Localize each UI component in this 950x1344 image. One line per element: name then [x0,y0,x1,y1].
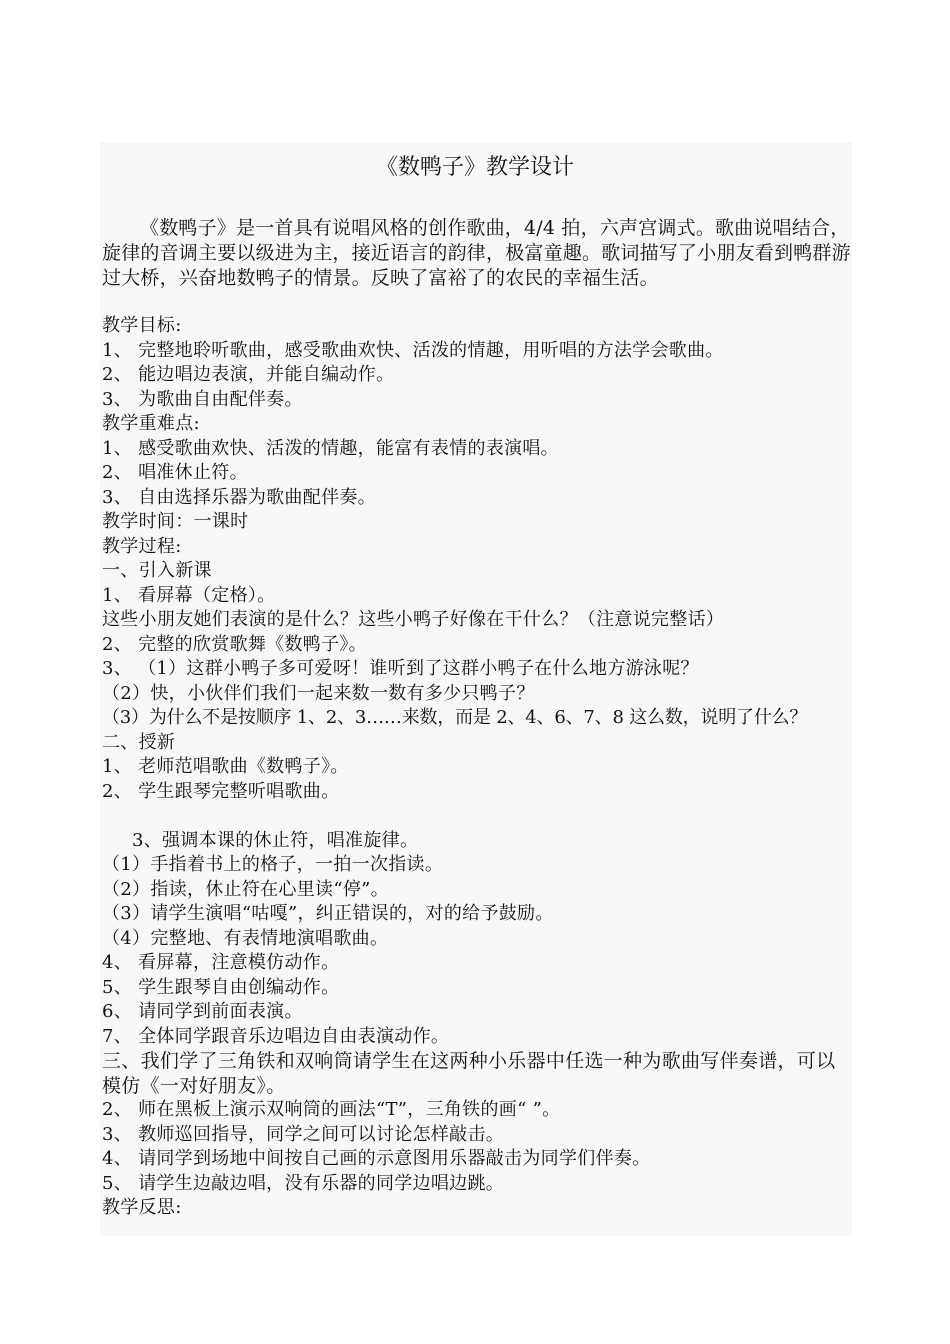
section1-item: 1、 看屏幕（定格）。 [102,584,276,606]
goal-item: 1、 完整地聆听歌曲，感受歌曲欢快、活泼的情趣，用听唱的方法学会歌曲。 [102,339,724,361]
document-title: 《数鸭子》教学设计 [375,155,574,180]
key-points-heading: 教学重难点: [102,413,200,434]
section3-item: 3、 教师巡回指导，同学之间可以讨论怎样敲击。 [102,1123,505,1145]
section2-item: 2、 学生跟琴完整听唱歌曲。 [102,780,340,802]
intro-paragraph: 《数鸭子》是一首具有说唱风格的创作歌曲，4/4 拍，六声宫调式。歌曲说唱结合，旋律的音调主要以级进为主，接近语言的韵律，极富童趣。歌词描写了小朋友看到鸭群游过大桥，兴奋地数鸭子的情景。反映了富裕了的农民的幸福生活。 [102,217,851,289]
section1-item: （3）为什么不是按顺序 1、2、3……来数，而是 2、4、6、7、8 这么数，说明了什么？ [102,707,808,728]
section2-item: 5、 学生跟琴自由创编动作。 [102,976,340,998]
process-heading: 教学过程: [102,535,182,557]
section1-heading: 一、引入新课 [102,560,212,581]
section1-item: 这些小朋友她们表演的是什么？这些小鸭子好像在干什么？（注意说完整话） [102,609,725,630]
section2-subitem: （1）手指着书上的格子，一拍一次指读。 [102,854,444,875]
key-point-item: 3、 自由选择乐器为歌曲配伴奏。 [102,486,376,508]
document-body [102,314,872,1221]
section3-item: 2、 师在黑板上演示双响筒的画法“T”，三角铁的画“ ”。 [102,1099,561,1120]
section2-subitem: （2）指读，休止符在心里读“停”。 [102,878,389,900]
section3-item: 5、 请学生边敲边唱，没有乐器的同学边唱边跳。 [102,1172,505,1194]
key-point-item: 1、 感受歌曲欢快、活泼的情趣，能富有表情的表演唱。 [102,437,559,459]
section1-item: 2、 完整的欣赏歌舞《数鸭子》。 [102,633,367,655]
section2-heading: 二、授新 [102,731,176,753]
goals-heading: 教学目标: [102,315,182,336]
section2-subitem: （3）请学生演唱“咕嘎”，纠正错误的，对的给予鼓励。 [102,903,554,924]
section1-item: （2）快，小伙伴们我们一起来数一数有多少只鸭子？ [102,682,535,704]
section3-heading: 三、我们学了三角铁和双响筒请学生在这两种小乐器中任选一种为歌曲写伴奏谱，可以模仿《一对好朋友》。 [102,1050,836,1097]
goal-item: 2、 能边唱边表演，并能自编动作。 [102,364,395,385]
blank-line [102,804,872,829]
reflection-heading: 教学反思: [102,1197,182,1218]
section3-item: 4、 请同学到场地中间按自己画的示意图用乐器敲击为同学们伴奏。 [102,1148,651,1169]
section2-subitem: （4）完整地、有表情地演唱歌曲。 [102,927,389,949]
section2-item: 7、 全体同学跟音乐边唱边自由表演动作。 [102,1025,450,1047]
section2-item: 6、 请同学到前面表演。 [102,1001,303,1022]
teaching-time: 教学时间：一课时 [102,511,249,532]
section2-item: 4、 看屏幕，注意模仿动作。 [102,952,340,973]
section1-item: 3、 （1）这群小鸭子多可爱呀！谁听到了这群小鸭子在什么地方游泳呢？ [102,658,699,679]
goal-item: 3、 为歌曲自由配伴奏。 [102,388,303,410]
section2-item: 1、 老师范唱歌曲《数鸭子》。 [102,756,349,777]
key-point-item: 2、 唱准休止符。 [102,462,248,483]
section2-item: 3、强调本课的休止符，唱准旋律。 [132,829,419,851]
